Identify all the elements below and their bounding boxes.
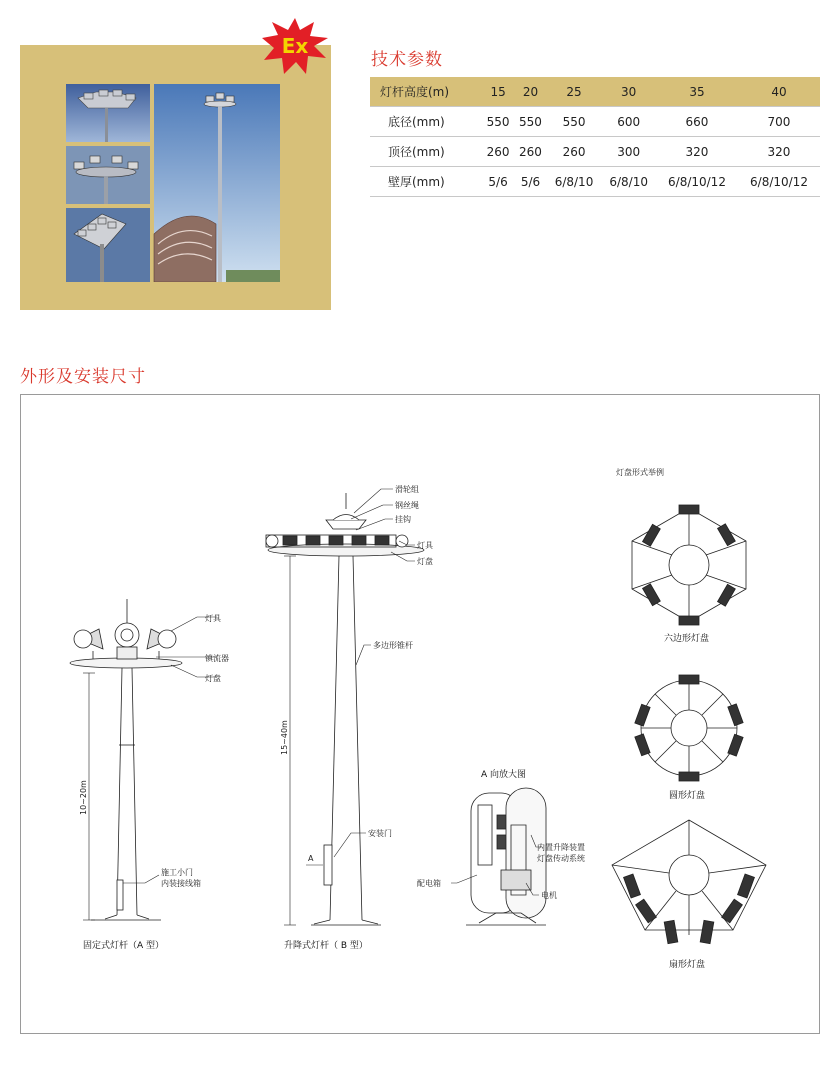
tech-params-title: 技术参数	[371, 50, 443, 70]
table-cell: 320	[656, 137, 738, 167]
table-cell: 底径(mm)	[370, 107, 482, 137]
pole-b-caption: 升降式灯杆（ B 型）	[284, 941, 368, 951]
header-cell: 35	[656, 77, 738, 107]
product-photo-collage	[66, 84, 280, 282]
pole-b-door-label: 安装门	[368, 829, 392, 838]
table-cell: 550	[514, 107, 546, 137]
table-row	[370, 167, 820, 197]
pole-a-ballast-label: 镇流器	[205, 654, 229, 663]
ex-badge-text: Ex	[281, 34, 309, 58]
pole-a-drawing	[70, 599, 217, 920]
round-tray-caption: 圆形灯盘	[669, 791, 706, 801]
table-cell: 600	[601, 107, 656, 137]
ex-explosion-proof-badge	[262, 18, 328, 74]
table-cell: 300	[601, 137, 656, 167]
table-cell: 260	[547, 137, 602, 167]
header-cell: 40	[738, 77, 820, 107]
table-cell: 550	[547, 107, 602, 137]
pole-a-height-label: 10~20m	[79, 780, 88, 815]
table-cell: 6/8/10/12	[738, 167, 820, 197]
header-cell: 灯杆高度(m)	[370, 77, 482, 107]
detail-a-drawing	[451, 788, 546, 925]
hex-tray-caption: 六边形灯盘	[664, 634, 710, 644]
table-cell: 壁厚(mm)	[370, 167, 482, 197]
table-row	[370, 137, 820, 167]
pole-b-drawing	[266, 489, 424, 925]
detail-lift-label-1: 内置升降装置	[537, 843, 585, 852]
detail-lift-label-2: 灯盘传动系统	[537, 854, 585, 863]
detail-title: A 向放大图	[481, 770, 527, 780]
table-header-row	[370, 77, 820, 107]
table-cell: 550	[482, 107, 514, 137]
table-cell: 6/8/10/12	[656, 167, 738, 197]
pole-b-fixture-label: 灯具	[417, 541, 433, 550]
header-cell: 30	[601, 77, 656, 107]
installation-drawing	[20, 394, 820, 1034]
table-cell: 660	[656, 107, 738, 137]
pole-a-tray-label: 灯盘	[205, 674, 221, 683]
detail-box-label: 配电箱	[417, 879, 441, 888]
trays-title: 灯盘形式举例	[616, 468, 664, 477]
table-cell: 5/6	[482, 167, 514, 197]
hex-tray-drawing	[632, 505, 746, 625]
table-row	[370, 107, 820, 137]
header-cell: 25	[547, 77, 602, 107]
table-cell: 6/8/10	[601, 167, 656, 197]
pole-b-a-marker: A	[308, 854, 314, 863]
table-cell: 5/6	[514, 167, 546, 197]
table-cell: 700	[738, 107, 820, 137]
product-photo-panel	[20, 45, 331, 310]
table-cell: 顶径(mm)	[370, 137, 482, 167]
pole-b-hook-label: 挂钩	[395, 515, 411, 524]
round-tray-drawing	[635, 675, 743, 781]
header-cell: 15	[482, 77, 514, 107]
pole-a-door-label-1: 施工小门	[161, 868, 193, 877]
tech-params-table	[370, 77, 820, 197]
table-cell: 260	[482, 137, 514, 167]
pole-b-tray-label: 灯盘	[417, 557, 433, 566]
pole-a-fixture-label: 灯具	[205, 614, 221, 623]
header-cell: 20	[514, 77, 546, 107]
pole-a-caption: 固定式灯杆（A 型）	[83, 941, 165, 951]
pole-a-door-label-2: 内装接线箱	[161, 879, 201, 888]
pole-b-rope-label: 钢丝绳	[395, 501, 419, 510]
pole-b-pulley-label: 滑轮组	[395, 485, 419, 494]
detail-motor-label: 电机	[541, 891, 557, 900]
table-cell: 6/8/10	[547, 167, 602, 197]
fan-tray-caption: 扇形灯盘	[669, 960, 706, 970]
table-cell: 320	[738, 137, 820, 167]
table-cell: 260	[514, 137, 546, 167]
technical-drawing-svg	[21, 395, 821, 1035]
pole-b-height-label: 15~40m	[280, 720, 289, 755]
pole-b-pole-label: 多边形锥杆	[373, 641, 413, 650]
dimensions-title: 外形及安装尺寸	[20, 367, 146, 387]
fan-tray-drawing	[612, 820, 766, 944]
